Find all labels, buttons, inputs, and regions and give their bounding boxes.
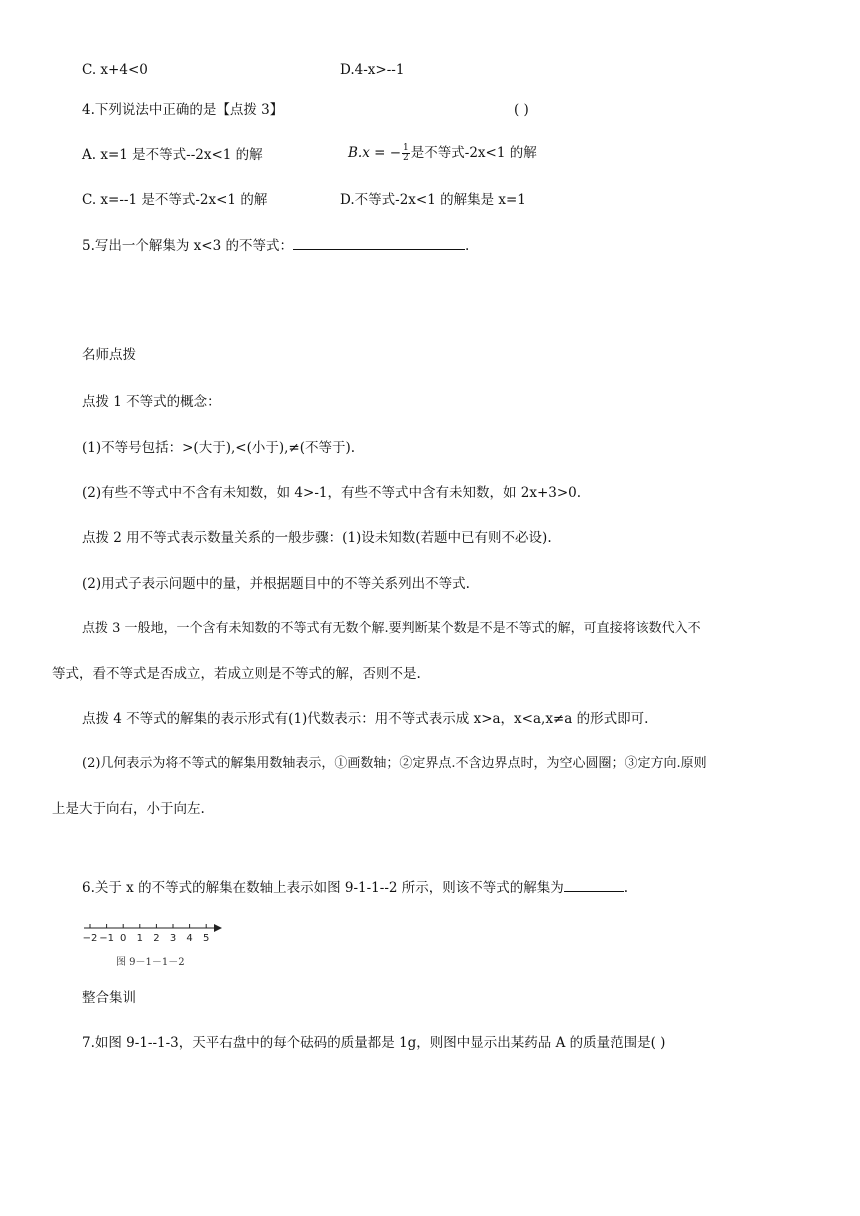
- q4-option-b: [348, 143, 537, 163]
- number-line-tick-label: 4: [186, 933, 193, 944]
- q5-text: 5.写出一个解集为 x<3 的不等式：: [82, 238, 293, 254]
- q4-option-b-prefix: B.x = −: [348, 145, 402, 161]
- tips-heading: 名师点拨: [82, 347, 136, 363]
- q5-question: [82, 235, 469, 256]
- q4-stem: 4.下列说法中正确的是【点拨 3】: [82, 102, 284, 118]
- tip4-paragraph-1: 点拨 4 不等式的解集的表示形式有(1)代数表示：用不等式表示成 x>a，x<a,x≠a 的形式即可.: [82, 711, 649, 727]
- q4-option-d: D.不等式-2x<1 的解集是 x=1: [340, 192, 526, 208]
- number-line-tick-label: −1: [99, 933, 114, 944]
- number-line-tick-label: −2: [82, 933, 98, 944]
- number-line-figure: [80, 918, 230, 948]
- tip3-line-1: 点拨 3 一般地，一个含有未知数的不等式有无数个解.要判断某个数是不是不等式的解，可直接将该数代入不: [82, 621, 701, 636]
- tip4-line-1: (2)几何表示为将不等式的解集用数轴表示，①画数轴；②定界点.不含边界点时，为空心圆圈；③定方向.原则: [82, 756, 707, 771]
- q6-period: .: [623, 880, 629, 896]
- q6-text: 6.关于 x 的不等式的解集在数轴上表示如图 9-1-1--2 所示，则该不等式的解集为: [82, 880, 564, 896]
- number-line-tick-label: 0: [120, 933, 127, 944]
- tip4-line-2: 上是大于向右，小于向左.: [52, 801, 205, 817]
- q6-answer-blank[interactable]: [564, 877, 624, 892]
- fraction-denominator: 2: [403, 153, 409, 163]
- q4-answer-paren: ( ): [514, 102, 529, 118]
- q6-figure-caption: 图 9－1－1－2: [116, 957, 185, 968]
- tip1-title: 点拨 1 不等式的概念：: [82, 394, 221, 410]
- tip2-paragraph-1: 点拨 2 用不等式表示数量关系的一般步骤：(1)设未知数(若题中已有则不必设).: [82, 530, 552, 546]
- q5-answer-blank[interactable]: [293, 235, 465, 250]
- number-line-tick-label: 1: [136, 933, 143, 944]
- fraction-numerator: 1: [403, 143, 409, 153]
- q4-option-b-fraction: [402, 144, 410, 163]
- tip1-paragraph-1: (1)不等号包括：>(大于),<(小于),≠(不等于).: [82, 440, 356, 456]
- section-heading: 整合集训: [82, 990, 136, 1006]
- tip1-paragraph-2: (2)有些不等式中不含有未知数，如 4>-1，有些不等式中含有未知数，如 2x+3>0.: [82, 485, 582, 501]
- q4-option-b-suffix: 是不等式-2x<1 的解: [410, 145, 537, 161]
- q5-period: .: [464, 238, 470, 254]
- tip2-paragraph-2: (2)用式子表示问题中的量，并根据题目中的不等关系列出不等式.: [82, 576, 470, 592]
- q7-question: 7.如图 9-1--1-3，天平右盘中的每个砝码的质量都是 1g，则图中显示出某药品 A 的质量范围是( ): [82, 1035, 666, 1051]
- q6-question: [82, 877, 628, 898]
- q3-option-c: C. x+4<0: [82, 62, 148, 78]
- q3-option-d: D.4-x>--1: [340, 62, 405, 78]
- q4-option-a: A. x=1 是不等式--2x<1 的解: [82, 147, 263, 163]
- number-line-tick-label: 5: [203, 933, 210, 944]
- tip3-line-2: 等式，看不等式是否成立，若成立则是不等式的解，否则不是.: [52, 666, 421, 682]
- number-line-tick-label: 2: [153, 933, 160, 944]
- number-line-arrow: [214, 924, 222, 932]
- q4-option-c: C. x=--1 是不等式-2x<1 的解: [82, 192, 268, 208]
- number-line: [83, 924, 222, 944]
- number-line-tick-label: 3: [169, 933, 177, 944]
